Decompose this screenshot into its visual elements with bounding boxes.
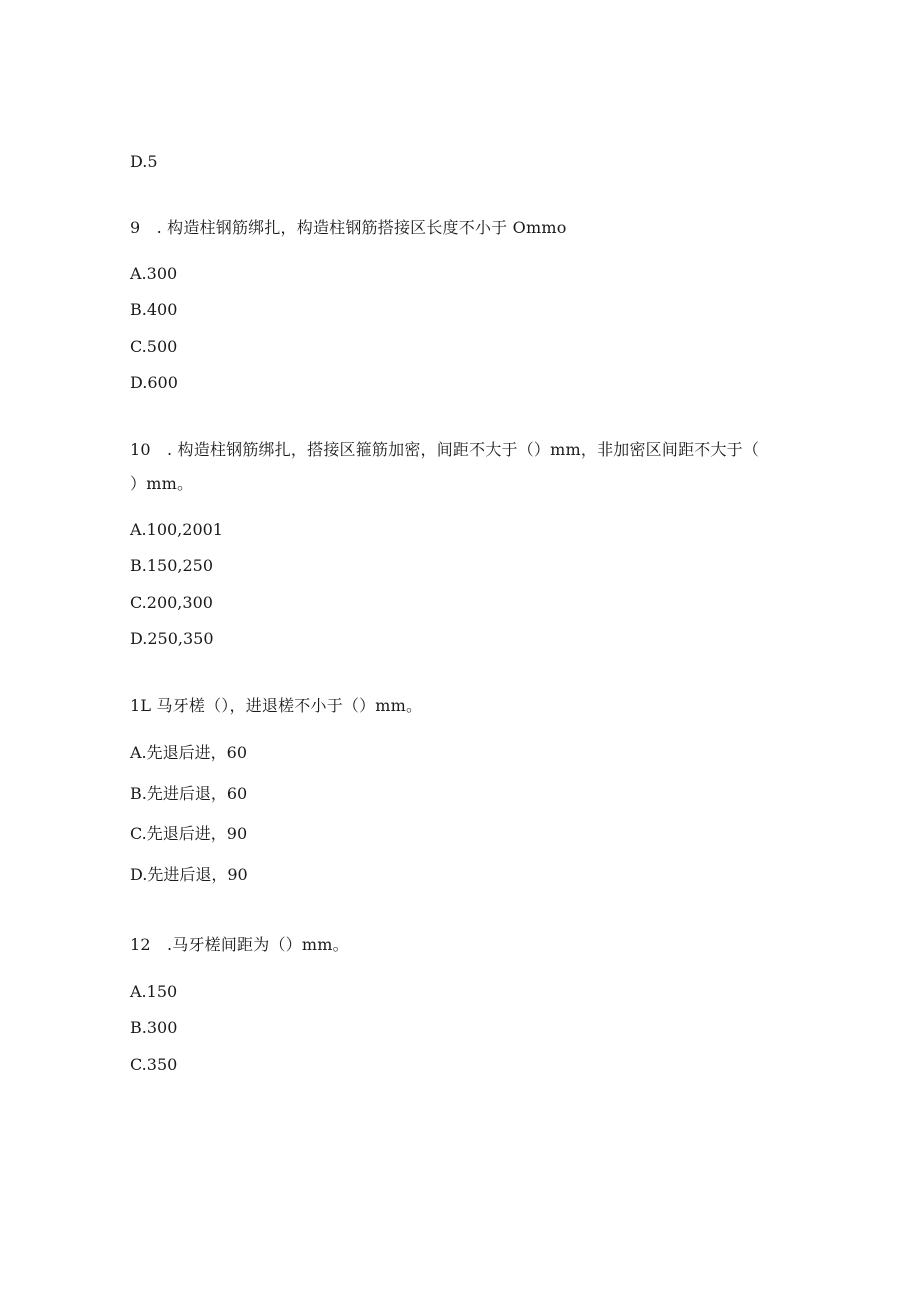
question-9-option-a: A.300 — [130, 264, 178, 283]
question-11-option-b: B.先进后退，60 — [130, 784, 248, 803]
question-12-option-a: A.150 — [130, 982, 178, 1001]
question-12-option-b: B.300 — [130, 1018, 178, 1037]
question-12-stem: 12 .马牙槎间距为（）mm。 — [130, 935, 349, 954]
question-9-option-b: B.400 — [130, 300, 178, 319]
question-10-stem-line-1: 10 . 构造柱钢筋绑扎，搭接区箍筋加密，间距不大于（）mm，非加密区间距不大于（ — [130, 440, 760, 459]
question-9-stem: 9 . 构造柱钢筋绑扎，构造柱钢筋搭接区长度不小于 Ommo — [130, 218, 567, 237]
question-12-option-c: C.350 — [130, 1055, 178, 1074]
question-11-option-c: C.先退后进，90 — [130, 824, 248, 843]
question-10-option-b: B.150,250 — [130, 556, 214, 575]
question-9-option-c: C.500 — [130, 337, 178, 356]
question-11-stem: 1L 马牙槎（），进退槎不小于（）mm。 — [130, 696, 423, 715]
option-d-prev-question: D.5 — [130, 152, 158, 171]
question-11-option-d: D.先进后退，90 — [130, 865, 248, 884]
question-10-option-a: A.100,2001 — [130, 520, 223, 539]
question-10-option-c: C.200,300 — [130, 593, 213, 612]
question-10-stem-line-2: ）mm。 — [130, 474, 194, 493]
question-9-option-d: D.600 — [130, 373, 178, 392]
question-10-option-d: D.250,350 — [130, 629, 214, 648]
question-11-option-a: A.先退后进，60 — [130, 743, 248, 762]
